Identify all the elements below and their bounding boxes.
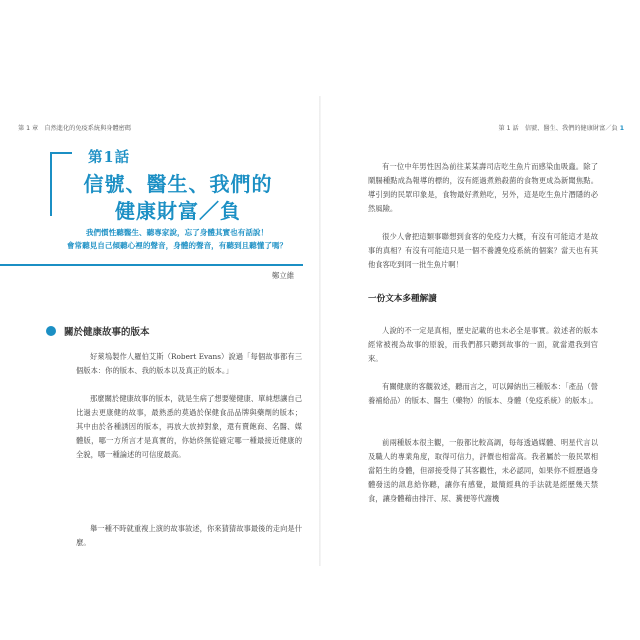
body-paragraph: 有一位中年男性因為前往某某壽司店吃生魚片而感染血吸蟲。除了鬧腸種點成為報導的標的，沒有經過煮熟殺菌的食物更成為新聞焦點。導引到的民眾印象是，食物最好煮熟吃，另外，這是吃生魚片潛隱的必然風險。 bbox=[368, 162, 598, 213]
body-paragraph: 那麼關於健康故事的版本，就是生病了想要變健康、單純想讓自己比過去更康健的故事，最熟悉的莫過於保健食品品牌與藥劑的版本；其中由於各種誘因的版本，再放大放掉對象，還有賣飽商、名醫、媒體版，哪一方所言才是真實的，你始終無從確定哪一種最接近健康的全貌，哪一種論述的可信度最高。 bbox=[76, 394, 302, 459]
chapter-title bbox=[58, 171, 298, 225]
body-paragraph: 有關健康的客觀敘述，聽而言之，可以歸納出三種版本：「產品（營養補給品）的版本、醫生（藥物）的版本、身體（免疫系統）的版本」。 bbox=[368, 382, 598, 405]
right-running-head bbox=[498, 123, 624, 132]
tagline-line1: 我們慣性聽醫生、聽專家說，忘了身體其實也有話說！ bbox=[85, 228, 269, 237]
body-paragraph: 前兩種版本很主觀，一般都比較高調，每每透過媒體、明星代言以及職人的專業角度，取得可信力，評價也相當高。我者屬於一般民眾相當陌生的身體，但卻接受得了其客觀性，未必認同，如果你不經歷過身體發送的訊息給你聽，讓你有感覺，最簡經典的手法就是經歷幾天禁食，讓身體藉由排汗、尿、糞便等代謝機 bbox=[368, 438, 598, 503]
section-heading: 關於健康故事的版本 bbox=[64, 327, 150, 338]
chapter-title-line1: 信號、醫生、我們的 bbox=[83, 172, 273, 196]
right-page bbox=[322, 0, 640, 640]
chapter-heading bbox=[58, 146, 298, 225]
title-divider bbox=[0, 264, 303, 266]
author-name: 鄭立維 bbox=[272, 271, 295, 280]
left-running-head: 第 1 章 自然進化的免疫系統與身體密碼 bbox=[18, 125, 132, 132]
tagline-line2: 會常聽見自己傾聽心裡的聲音，身體的聲音，有聽到且聽懂了嗎？ bbox=[66, 241, 288, 250]
chapter-tagline bbox=[54, 226, 300, 252]
bullet-icon bbox=[46, 326, 56, 336]
chapter-number: 第1話 bbox=[88, 149, 131, 166]
chapter-title-line2: 健康財富／負 bbox=[115, 199, 241, 223]
page-number: 1 bbox=[619, 125, 624, 132]
body-paragraph: 很少人會把這類事聯想到食客的免疫力大概，有沒有可能這才是故事的真相？有沒有可能這只是一個不養護免疫系統的個案？當天也有其他食客吃到同一批生魚片啊！ bbox=[368, 232, 598, 269]
right-section-heading: 一份文本多種解讀 bbox=[368, 294, 437, 304]
body-paragraph: 舉一種不時就重複上演的故事敘述，你來猜猜故事最後的走向是什麼。 bbox=[76, 524, 302, 547]
body-paragraph: 人說的不一定是真相，歷史記載的也未必全是事實。敘述者的版本經常被視為故事的原貌，而我們都只聽到故事的一面，就當還我到官來。 bbox=[368, 326, 598, 363]
book-gutter bbox=[319, 96, 321, 566]
body-paragraph: 好萊塢製作人羅伯艾斯（Robert Evans）說過「每個故事都有三個版本：你的版本、我的版本以及真正的版本。」 bbox=[76, 352, 302, 375]
title-bracket bbox=[50, 152, 72, 216]
right-running-head-text: 第 1 話 信號、醫生、我們的健康財富／負 bbox=[498, 125, 618, 132]
